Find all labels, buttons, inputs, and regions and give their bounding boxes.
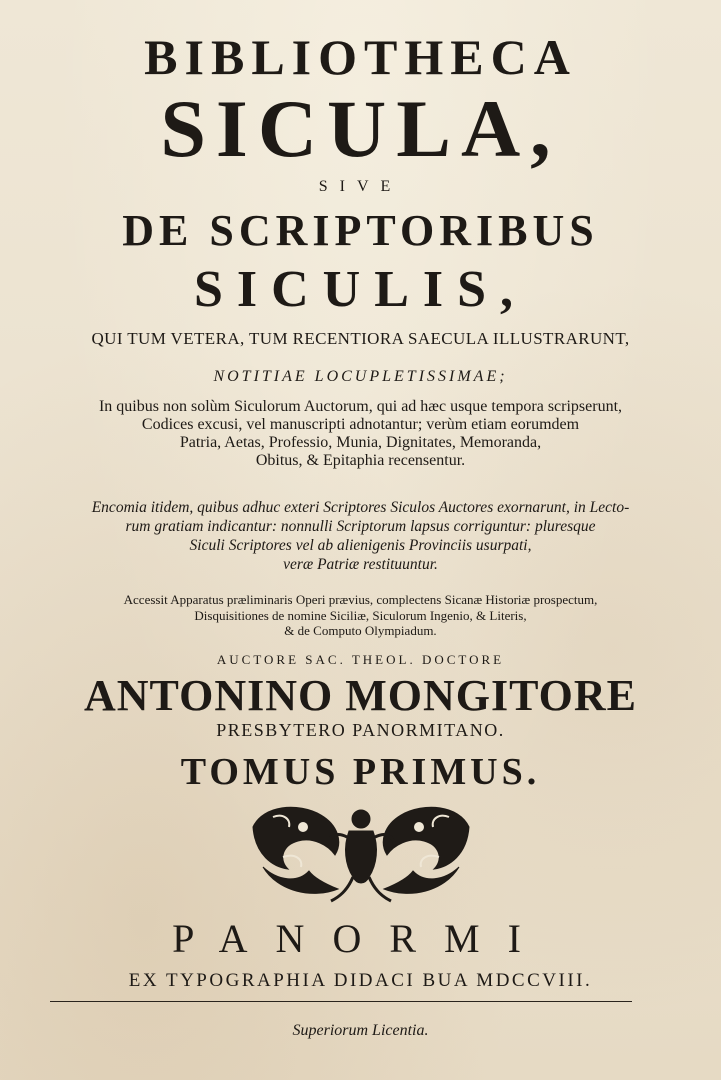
paragraph-line: Codices excusi, vel manuscripti adnotantur; verùm etiam eorumdem <box>141 416 580 433</box>
paragraph-line: Disquisitiones de nomine Siciliæ, Siculorum Ingenio, & Literis, <box>194 607 527 623</box>
paragraph-line: Accessit Apparatus præliminaris Operi prævius, complectens Sicanæ Historiæ prospectum, <box>123 592 598 607</box>
printer-line: EX TYPOGRAPHIA DIDACI BUA MDCCVIII. <box>128 970 593 991</box>
author-name: ANTONINO MONGITORE <box>83 671 637 720</box>
paragraph-line: rum gratiam indicantur: nonnulli Scriptorum lapsus corriguntur: pluresque <box>125 518 596 535</box>
qui-tum-line: QUI TUM VETERA, TUM RECENTIORA SAECULA ILLUSTRARUNT, <box>91 329 630 348</box>
place-of-publication: PANORMI <box>172 916 549 961</box>
floral-cherub-ornament-icon <box>243 797 479 905</box>
author-title: PRESBYTERO PANORMITANO. <box>216 720 505 740</box>
subtitle-line-2: SICULIS, <box>193 261 528 318</box>
paragraph-line: veræ Patriæ restituuntur. <box>283 556 438 573</box>
description-paragraph-2 <box>40 498 681 574</box>
paragraph-line: & de Computo Olympiadum. <box>284 623 437 638</box>
description-paragraph-3 <box>40 592 681 639</box>
paragraph-line: Obitus, & Epitaphia recensentur. <box>255 452 466 469</box>
horizontal-rule <box>50 1001 632 1002</box>
paragraph-line: Siculi Scriptores vel ab alienigenis Provinciis usurpati, <box>189 537 532 554</box>
volume-title: TOMUS PRIMUS. <box>180 751 541 793</box>
description-paragraph-1 <box>40 398 681 470</box>
auctore-line: AUCTORE SAC. THEOL. DOCTORE <box>216 652 505 667</box>
subtitle-line-1: DE SCRIPTORIBUS <box>122 206 599 255</box>
notitiae-line: NOTITIAE LOCUPLETISSIMAE; <box>213 368 508 385</box>
title-line-2: SICULA, <box>160 83 561 174</box>
paragraph-line: Patria, Aetas, Professio, Munia, Dignitates, Memoranda, <box>179 434 542 451</box>
paragraph-line: In quibus non solùm Siculorum Auctorum, qui ad hæc usque tempora scripserunt, <box>98 398 623 415</box>
license-line: Superiorum Licentia. <box>292 1022 429 1039</box>
title-line-1: BIBLIOTHECA <box>144 29 577 85</box>
paragraph-line: Encomia itidem, quibus adhuc exteri Scriptores Siculos Auctores exornarunt, in Lecto- <box>91 499 630 516</box>
sive-connector: SIVE <box>318 178 403 195</box>
